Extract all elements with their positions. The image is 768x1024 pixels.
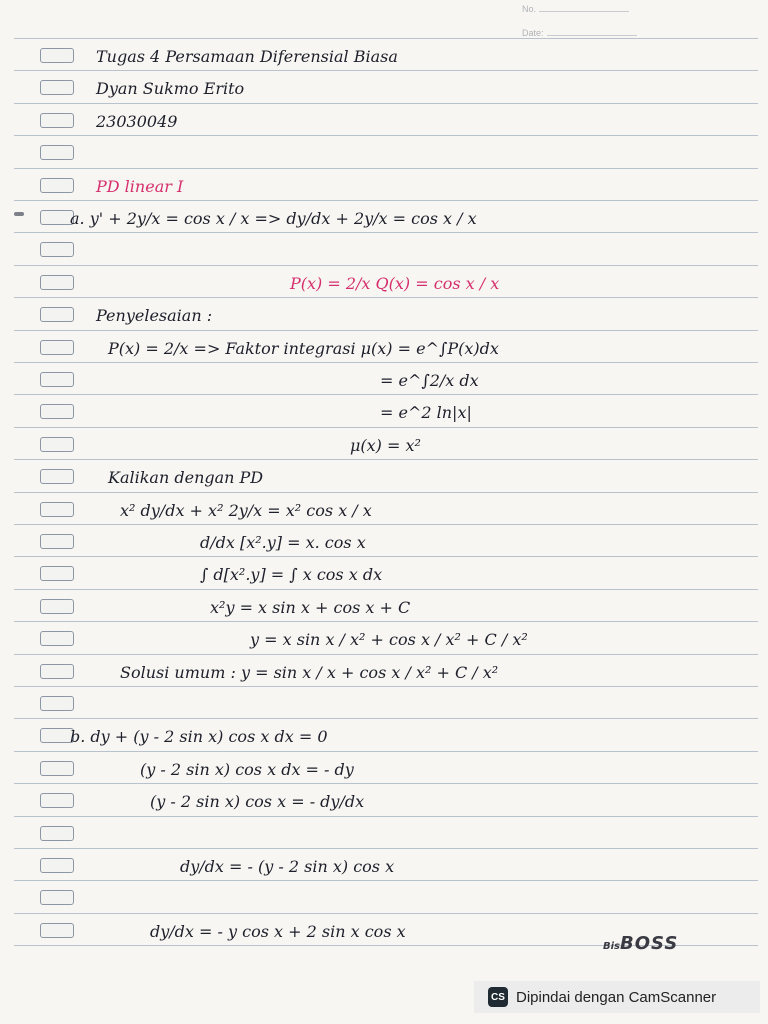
margin-checkbox (40, 534, 74, 549)
camscanner-logo-icon: CS (488, 987, 508, 1007)
margin-checkbox (40, 437, 74, 452)
margin-checkbox (40, 404, 74, 419)
text-line: Penyelesaian : (96, 306, 213, 326)
watermark-small: Bis (603, 941, 621, 952)
margin-checkbox (40, 890, 74, 905)
rule-line (14, 362, 758, 363)
text-line: μ(x) = x² (350, 435, 421, 455)
margin-checkbox (40, 113, 74, 128)
rule-line (14, 232, 758, 233)
camscanner-text: Dipindai dengan CamScanner (516, 988, 717, 1006)
rule-line (14, 38, 758, 39)
rule-line (14, 589, 758, 590)
text-line: x²y = x sin x + cos x + C (210, 597, 411, 617)
rule-line (14, 200, 758, 201)
rule-line (14, 135, 758, 136)
date-field (522, 28, 637, 38)
margin-checkbox (40, 340, 74, 355)
text-line: d/dx [x².y] = x. cos x (200, 533, 366, 552)
rule-line (14, 524, 758, 525)
no-field (522, 4, 629, 14)
margin-checkbox (40, 826, 74, 841)
text-line: P(x) = 2/x Q(x) = cos x / x (290, 273, 500, 293)
margin-checkbox (40, 80, 74, 95)
rule-line (14, 330, 758, 331)
text-line: 23030049 (96, 111, 178, 131)
watermark-big: BOSS (620, 933, 679, 954)
margin-checkbox (40, 858, 74, 873)
text-line: x² dy/dx + x² 2y/x = x² cos x / x (120, 500, 372, 520)
rule-line (14, 913, 758, 914)
margin-checkbox (40, 210, 74, 225)
margin-checkbox (40, 631, 74, 646)
text-line: P(x) = 2/x => Faktor integrasi μ(x) = e^∫P(x)dx (108, 338, 499, 358)
text-line: ∫ d[x².y] = ∫ x cos x dx (200, 565, 383, 585)
text-line: = e^2 ln|x| (380, 403, 472, 423)
margin-checkbox (40, 469, 74, 484)
rule-line (14, 297, 758, 298)
margin-checkbox (40, 242, 74, 257)
rule-line (14, 70, 758, 71)
margin-checkbox (40, 728, 74, 743)
rule-line (14, 265, 758, 266)
rule-line (14, 686, 758, 687)
text-line: y = x sin x / x² + cos x / x² + C / x² (250, 630, 528, 650)
rule-line (14, 783, 758, 784)
margin-checkbox (40, 48, 74, 63)
margin-checkbox (40, 566, 74, 581)
margin-checkbox (40, 275, 74, 290)
rule-line (14, 718, 758, 719)
margin-mark (14, 212, 24, 216)
margin-checkbox (40, 307, 74, 322)
camscanner-banner (474, 981, 760, 1013)
rule-line (14, 556, 758, 557)
margin-checkbox (40, 664, 74, 679)
margin-checkbox (40, 761, 74, 776)
rule-line (14, 816, 758, 817)
margin-checkbox (40, 696, 74, 711)
text-line: Dyan Sukmo Erito (96, 79, 245, 99)
rule-line (14, 394, 758, 395)
text-line: dy/dx = - (y - 2 sin x) cos x (180, 857, 395, 876)
text-line: b. dy + (y - 2 sin x) cos x dx = 0 (70, 727, 328, 747)
rule-line (14, 880, 758, 881)
rule-line (14, 621, 758, 622)
text-line: (y - 2 sin x) cos x = - dy/dx (150, 792, 365, 812)
no-label: No. (522, 4, 537, 14)
text-line: Tugas 4 Persamaan Diferensial Biasa (96, 47, 398, 66)
rule-line (14, 459, 758, 460)
margin-checkbox (40, 793, 74, 808)
text-line: Kalikan dengan PD (108, 468, 264, 488)
margin-checkbox (40, 178, 74, 193)
margin-checkbox (40, 923, 74, 938)
text-line: a. y' + 2y/x = cos x / x => dy/dx + 2y/x = cos x / x (70, 209, 477, 228)
text-line: PD linear I (96, 176, 184, 196)
date-label: Date: (522, 28, 544, 38)
margin-checkbox (40, 145, 74, 160)
rule-line (14, 427, 758, 428)
margin-checkbox (40, 372, 74, 387)
rule-line (14, 848, 758, 849)
bisboss-watermark (603, 933, 678, 954)
rule-line (14, 751, 758, 752)
margin-checkbox (40, 502, 74, 517)
text-line: Solusi umum : y = sin x / x + cos x / x² + C / x² (120, 662, 499, 682)
text-line: dy/dx = - y cos x + 2 sin x cos x (150, 921, 406, 941)
rule-line (14, 103, 758, 104)
rule-line (14, 654, 758, 655)
rule-line (14, 168, 758, 169)
margin-checkbox (40, 599, 74, 614)
text-line: (y - 2 sin x) cos x dx = - dy (140, 759, 354, 779)
text-line: = e^∫2/x dx (380, 371, 479, 390)
rule-line (14, 492, 758, 493)
